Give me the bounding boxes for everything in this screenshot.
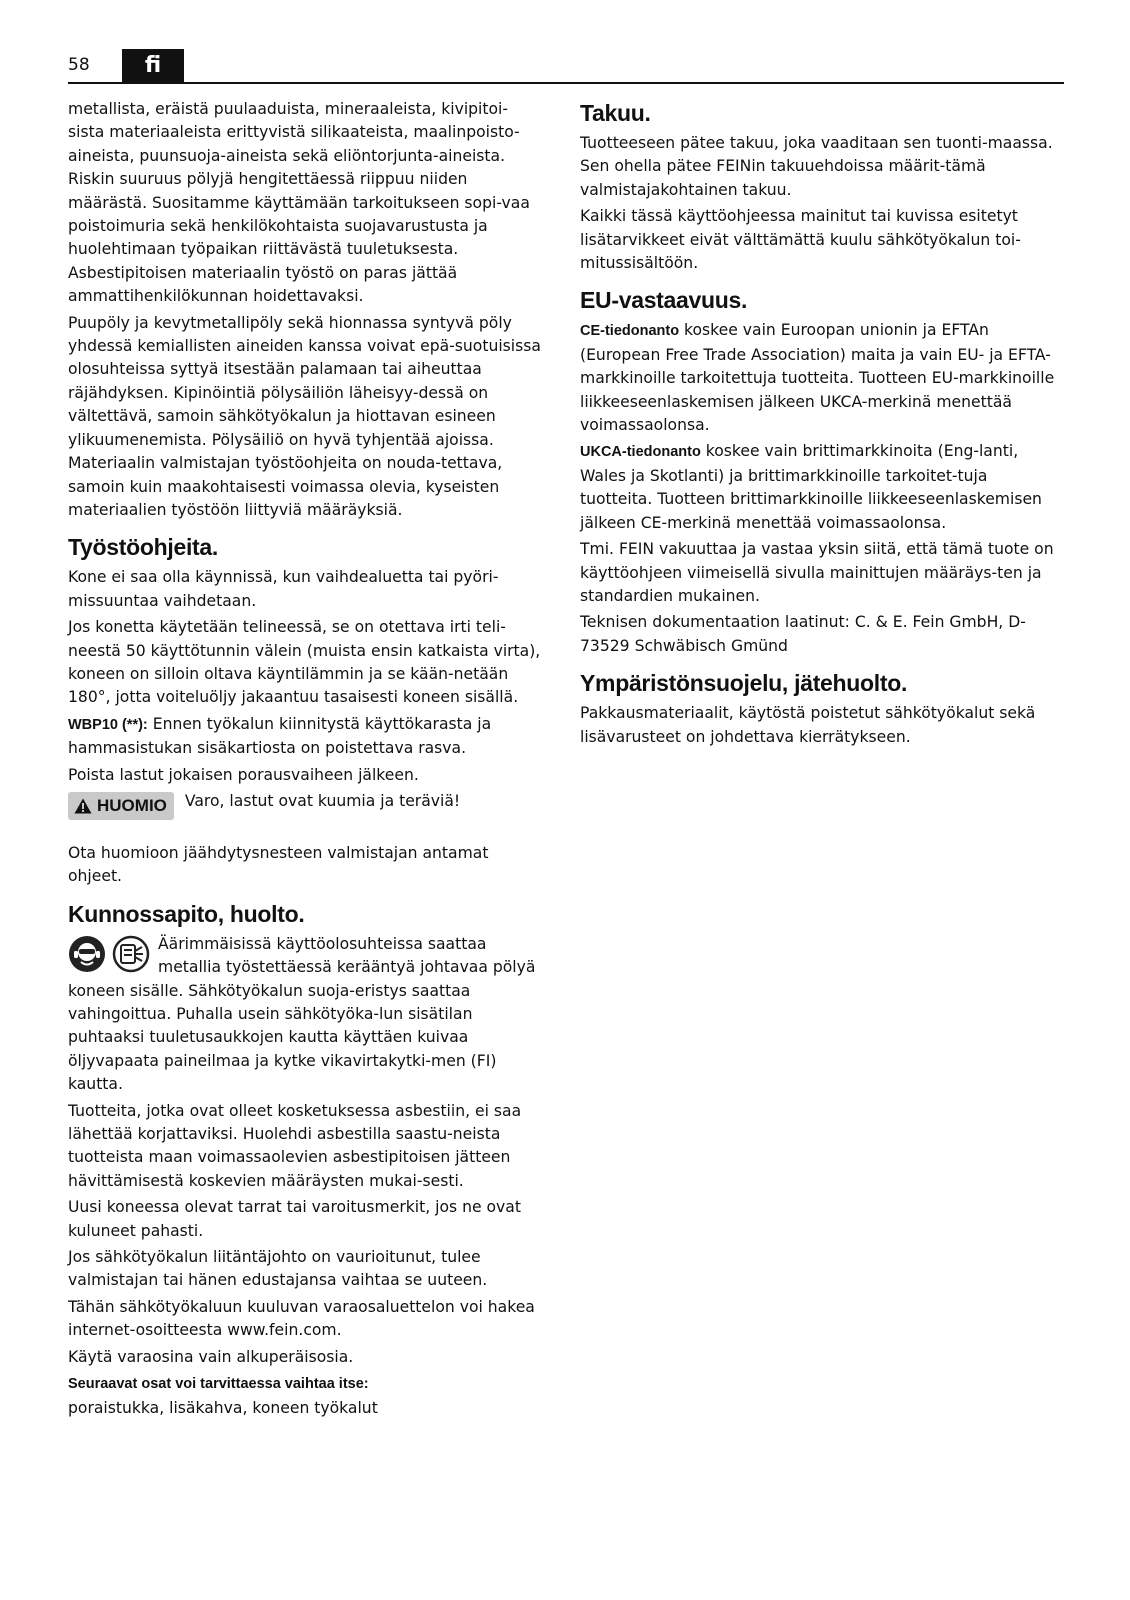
- header-rule: [68, 82, 1064, 84]
- paragraph: Pakkausmateriaalit, käytöstä poistetut sähkötyökalut sekä lisävarusteet on johdettava kierrätykseen.: [580, 704, 1036, 746]
- paragraph: Kaikki tässä käyttöohjeessa mainitut tai kuvissa esitetyt lisätarvikkeet eivät välttämättä kuulu sähkötyökalun toi-mitussisältöön.: [580, 207, 1021, 273]
- page-number: 58: [68, 55, 90, 75]
- paragraph: Käytä varaosina vain alkuperäisosia.: [68, 1347, 354, 1366]
- paragraph: [68, 713, 543, 761]
- paragraph-text: Äärimmäisissä käyttöolosuhteissa saattaa metallia työstettäessä kerääntyä johtavaa pölyä koneen sisälle. Sähkötyökalun suoja-eristys saattaa vahingoittua. Puhalla usein sähkötyöka-lun sisätilan puhtaaksi tuuletusaukkojen kautta käyttäen kuivaa öljyvapaata paineilmaa ja kytke vikavirtakytki-men (FI) kautta.: [68, 934, 536, 1094]
- paragraph: [580, 319, 1055, 437]
- paragraph: Tmi. FEIN vakuuttaa ja vastaa yksin siitä, että tämä tuote on käyttöohjeen viimeisellä sivulla mainittujen määräys-ten ja standardien mukainen.: [580, 540, 1054, 605]
- heading-ymparistonsuojelu: Ympäristönsuojelu, jätehuolto.: [580, 670, 908, 697]
- eye-ear-protection-icon: [68, 935, 106, 973]
- compressed-air-cleaning-icon: [112, 935, 150, 973]
- page-header: [68, 49, 1064, 83]
- keyword-label: UKCA-tiedonanto: [580, 444, 701, 461]
- paragraph: Tuotteeseen pätee takuu, joka vaaditaan sen tuonti-maassa. Sen ohella pätee FEINin takuuehdoissa määrit-tämä valmistajakohtainen takuu.: [580, 134, 1053, 199]
- paragraph: Teknisen dokumentaation laatinut: C. & E. Fein GmbH, D-73529 Schwäbisch Gmünd: [580, 613, 1026, 655]
- paragraph-text: koskee vain Euroopan unionin ja EFTAn (European Free Trade Association) maita ja vain EU- ja EFTA-markkinoille tarkoitettuja tuotteita. Tuotteen EU-markkinoille liikkeeseenlaskemisen jälkeen UKCA-merkinä menettää voimassaolonsa.: [580, 321, 1055, 435]
- keyword-label: CE-tiedonanto: [580, 323, 680, 340]
- language-tab: fi: [122, 49, 184, 82]
- safety-icons: [68, 935, 150, 973]
- left-column: [68, 98, 543, 1423]
- paragraph: Tähän sähkötyökaluun kuuluvan varaosaluettelon voi hakea internet-osoitteesta www.fein.com.: [68, 1297, 535, 1340]
- paragraph: metallista, eräistä puulaaduista, mineraaleista, kivipitoi-sista materiaaleista erittyvistä silikaateista, maalinpoisto-aineista, puunsuoja-aineista sekä eliöntorjunta-aineista. Riskin suuruus pölyjä hengitettäessä riippuu niiden määrästä. Suositamme käyttämään tarkoitukseen sopi-vaa poistoimuria sekä henkilökohtaista suojavarustusta ja huolehtimaan työpaikan riittävästä tuuletuksesta. Asbestipitoisen materiaalin työstö on paras jättää ammattihenkilökunnan hoidettavaksi.: [68, 100, 530, 306]
- paragraph: Uusi koneessa olevat tarrat tai varoitusmerkit, jos ne ovat kuluneet pahasti.: [68, 1198, 521, 1240]
- paragraph: Tuotteita, jotka ovat olleet kosketuksessa asbestiin, ei saa lähettää korjattaviksi. Huolehdi asbestilla saastu-neista tuotteista maan voimassaolevien asbestipitoisen jätteen hävittämisestä koskevien määräysten mukai-sesti.: [68, 1101, 522, 1190]
- paragraph-text: koskee vain brittimarkkinoita (Eng-lanti, Wales ja Skotlanti) ja brittimarkkinoille tarkoitet-tuja tuotteita. Tuotteen brittimarkkinoille liikkeeseenlaskemisen jälkeen CE-merkinä menettää voimassaolonsa.: [580, 442, 1042, 532]
- paragraph: Jos sähkötyökalun liitäntäjohto on vaurioitunut, tulee valmistajan tai hänen edustajansa vaihtaa se uuteen.: [68, 1248, 488, 1290]
- paragraph: [580, 440, 1055, 535]
- keyword-label: Seuraavat osat voi tarvittaessa vaihtaa itse:: [68, 1376, 369, 1393]
- paragraph: Kone ei saa olla käynnissä, kun vaihdealuetta tai pyöri-missuuntaa vaihdetaan.: [68, 568, 499, 610]
- warning-badge: [68, 792, 174, 820]
- keyword-label: WBP10 (**):: [68, 716, 148, 733]
- paragraph: Jos konetta käytetään telineessä, se on otettava irti teli-neestä 50 käyttötunnin välein (muista ensin katkaista virta), koneen on silloin oltava käyntilämmin ja se kään-netään 180°, jotta voiteluöljy jakaantuu tasaisesti koneen sisällä.: [68, 618, 541, 707]
- paragraph-text: Ennen työkalun kiinnitystä käyttökarasta ja hammasistukan sisäkartiosta on poistettava rasva.: [68, 714, 492, 758]
- right-column: [580, 98, 1055, 752]
- warning-triangle-icon: [74, 798, 92, 814]
- heading-takuu: Takuu.: [580, 100, 651, 126]
- warning-badge-label: HUOMIO: [97, 796, 167, 816]
- heading-eu-vastaavuus: EU-vastaavuus.: [580, 287, 748, 314]
- paragraph-text: poraistukka, lisäkahva, koneen työkalut: [68, 1398, 378, 1417]
- paragraph: [68, 1372, 543, 1420]
- maintenance-paragraph: [68, 933, 543, 1097]
- warning-text: Varo, lastut ovat kuumia ja teräviä!: [184, 791, 461, 810]
- paragraph: Puupöly ja kevytmetallipöly sekä hionnassa syntyvä pöly yhdessä kemiallisten aineiden kanssa voivat epä-suotuisissa olosuhteissa syttyä itsestään palamaan tai aiheuttaa räjähdyksen. Kipinöintiä pölysäiliön läheisyy-dessä on vältettävä, samoin sähkötyökalun ja hiottavan esineen ylikuumenemista. Pölysäiliö on hyvä tyhjentää ajoissa. Materiaalin valmistajan työstöohjeita on nouda-tettava, samoin kuin maakohtaisesti voimassa olevia, kyseisten materiaalien työstöön liittyviä määräyksiä.: [68, 313, 541, 519]
- warning-notice: [68, 790, 543, 820]
- heading-kunnossapito: Kunnossapito, huolto.: [68, 900, 305, 927]
- heading-tyostoohjeita: Työstöohjeita.: [68, 534, 218, 561]
- paragraph: Poista lastut jokaisen porausvaiheen jälkeen.: [68, 765, 419, 784]
- paragraph: Ota huomioon jäähdytysnesteen valmistajan antamat ohjeet.: [68, 843, 489, 886]
